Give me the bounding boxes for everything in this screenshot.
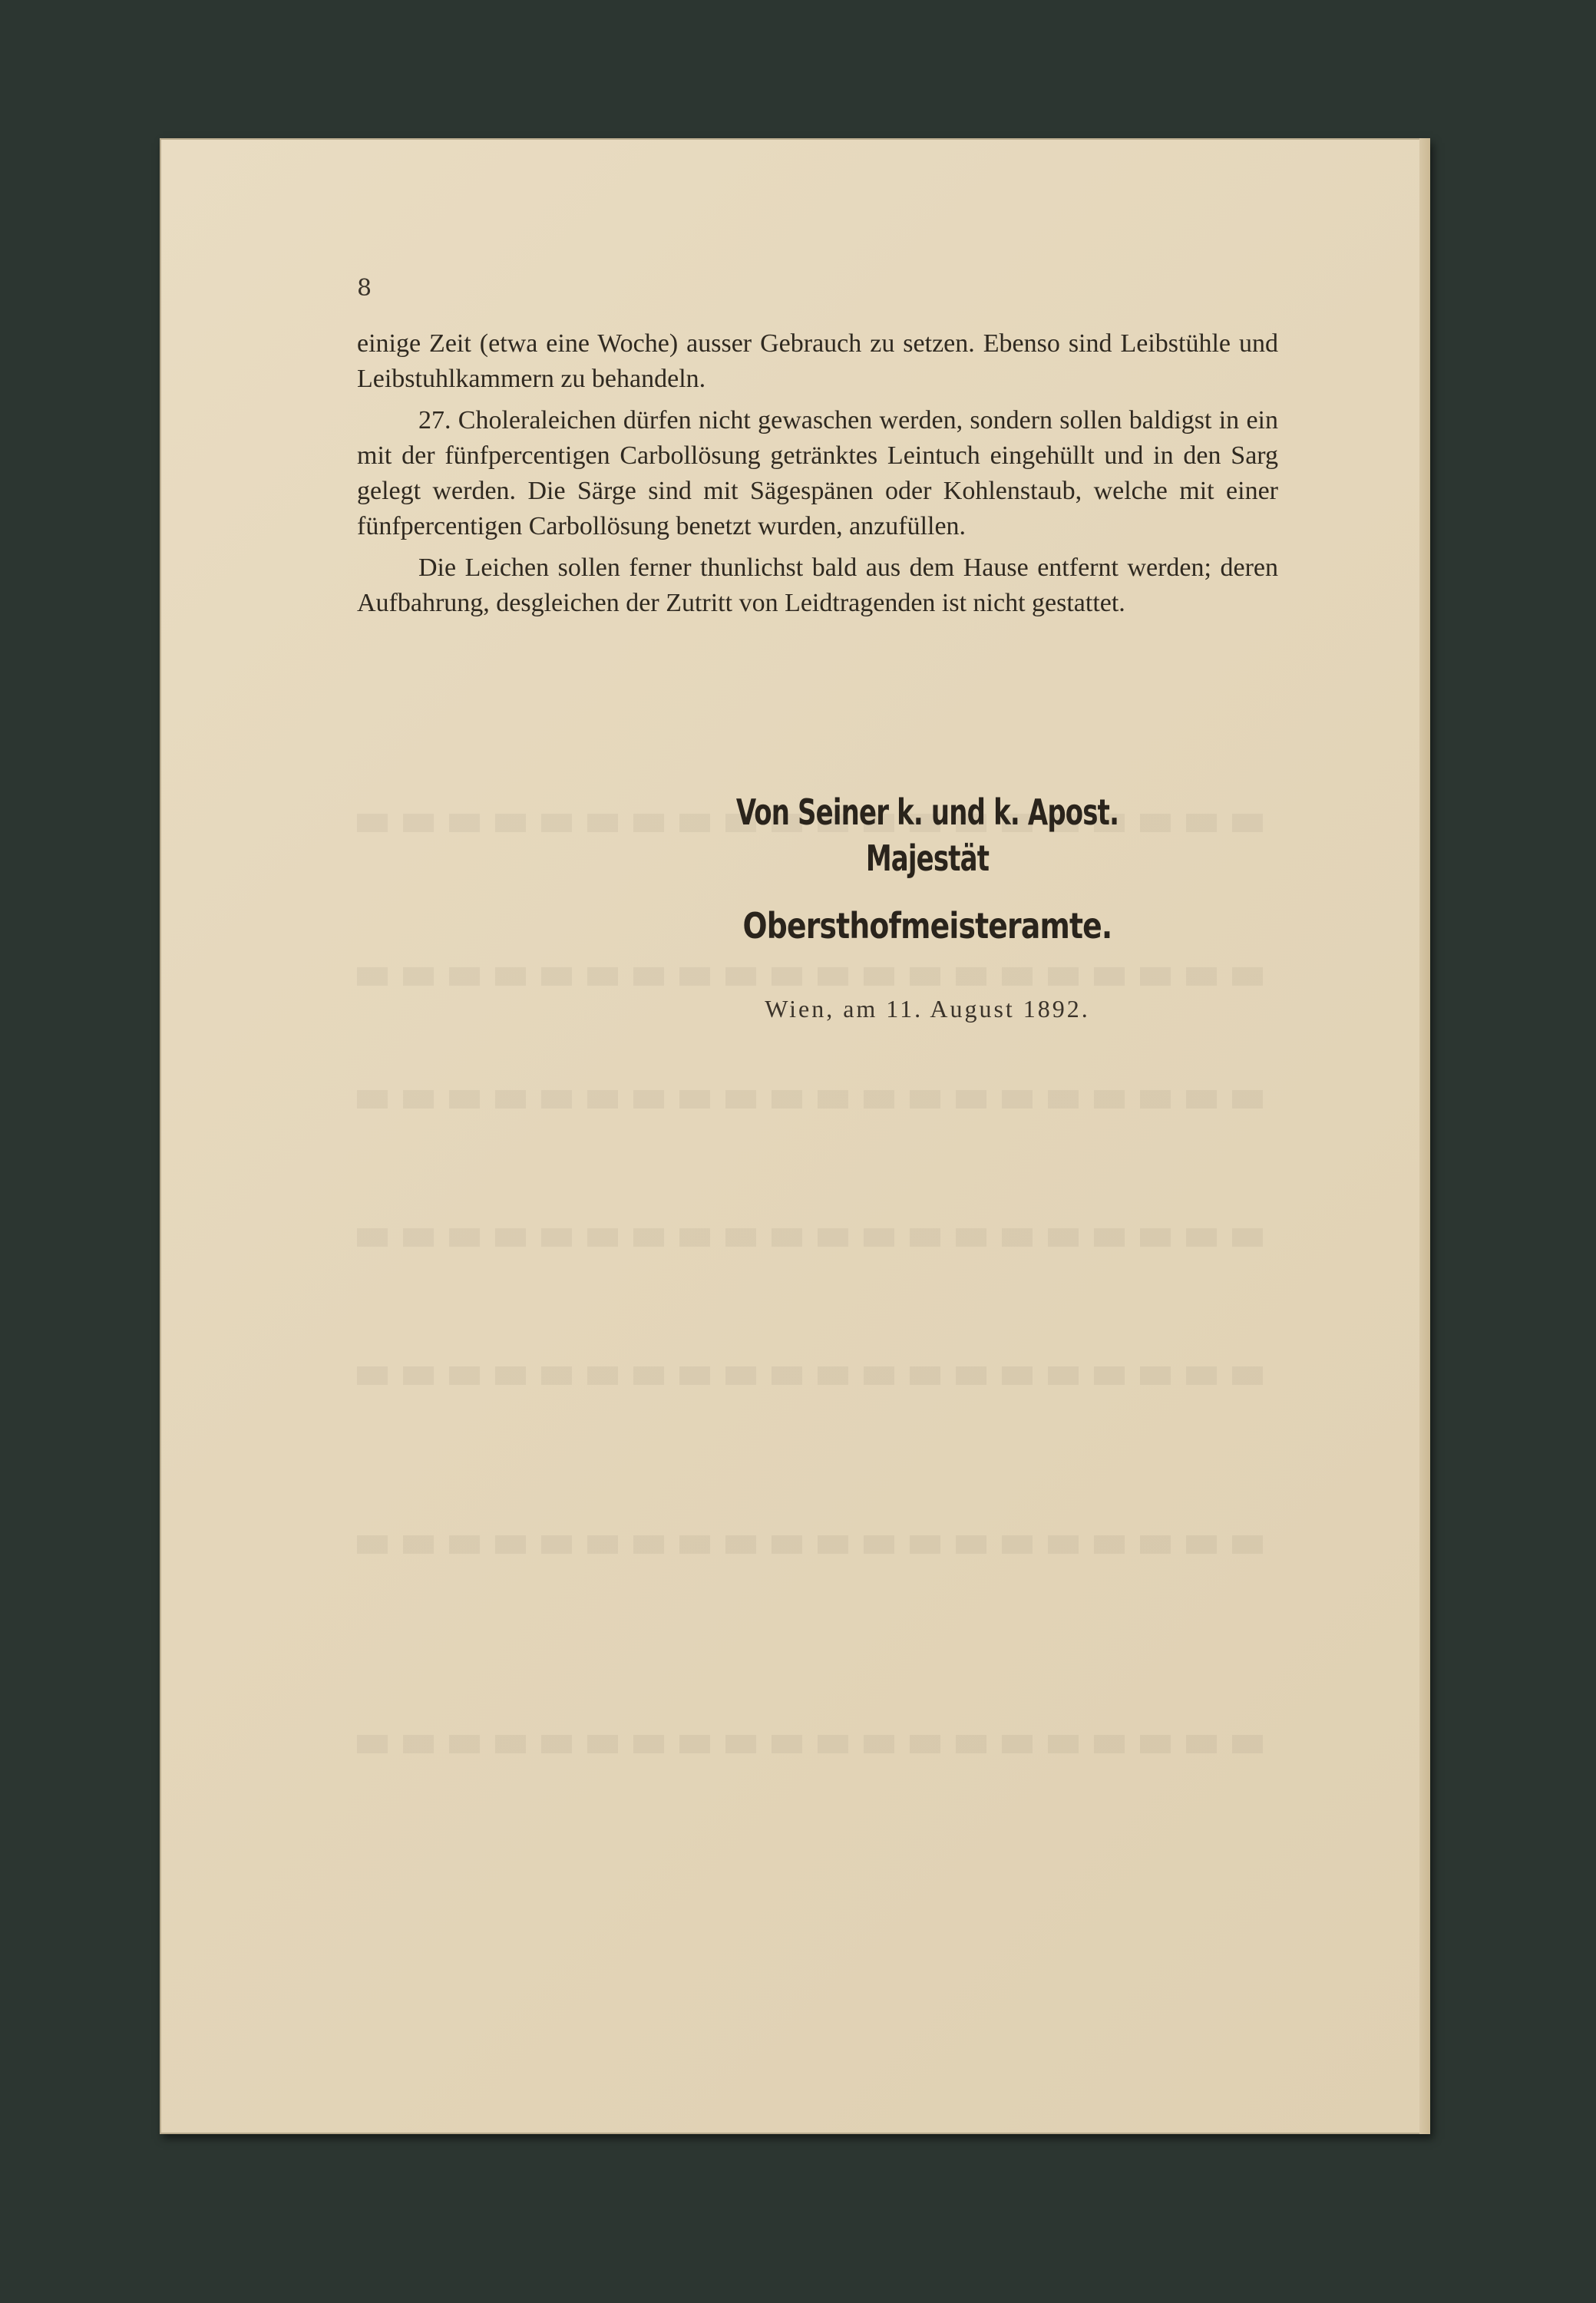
bleed-through: [357, 1535, 1278, 1554]
paragraph-2: 27. Choleraleichen dürfen nicht gewaschen werden, sondern sollen baldigst in ein mit der fünfpercentigen Carbollösung getränktes Leintuch eingehüllt und in den Sarg gelegt werden. Die Särge sind mit Sägespänen oder Kohlenstaub, welche mit einer fünfpercentigen Carbollösung benetzt wurden, anzufüllen.: [357, 406, 1278, 540]
bleed-through: [357, 1735, 1278, 1753]
signature-block: [651, 789, 1204, 1023]
page-edge: [1419, 138, 1430, 2134]
page-number: 8: [357, 275, 372, 302]
bleed-through: [357, 1090, 1278, 1109]
paragraph-3: Die Leichen sollen ferner thunlichst bald aus dem Hause entfernt werden; deren Aufbahrung, desgleichen der Zutritt von Leidtragenden ist nicht gestattet.: [357, 553, 1278, 617]
body-text: [357, 326, 1278, 627]
bleed-through: [357, 1366, 1278, 1385]
bleed-through: [357, 1228, 1278, 1247]
signature-date: Wien, am 11. August 1892.: [765, 995, 1090, 1023]
signature-line-1: Von Seiner k. und k. Apost. Majestät: [735, 791, 1119, 879]
signature-line-2: Obersthofmeisteramte.: [742, 905, 1112, 947]
document-page: [160, 138, 1430, 2134]
paragraph-1: einige Zeit (etwa eine Woche) ausser Gebrauch zu setzen. Ebenso sind Leibstühle und Leibstuhlkammern zu behandeln.: [357, 329, 1278, 393]
